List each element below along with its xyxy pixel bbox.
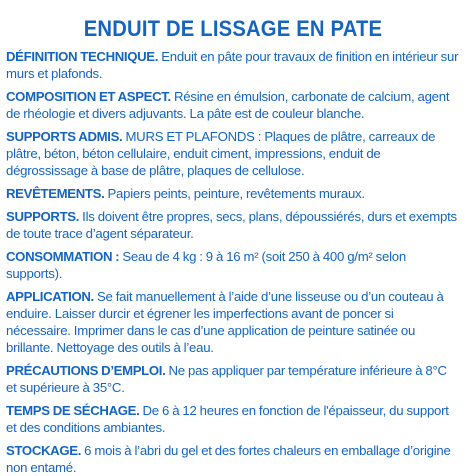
section-text: 6 mois à l’abri du gel et des fortes chaleurs en emballage d’origine non entamé.	[6, 443, 451, 475]
section-application	[6, 288, 460, 356]
section-definition	[6, 48, 460, 82]
section-stockage	[6, 442, 460, 476]
section-precautions	[6, 362, 460, 396]
section-label: DÉFINITION TECHNIQUE.	[6, 49, 159, 64]
page-title: ENDUIT DE LISSAGE EN PATE	[83, 16, 383, 41]
section-label: APPLICATION.	[6, 289, 94, 304]
section-composition	[6, 88, 460, 122]
section-text: Ne pas appliquer par température inférieure à 8°C et supérieure à 35°C.	[6, 363, 447, 395]
section-text: Ils doivent être propres, secs, plans, dépoussiérés, durs et exempts de toute trace d’agent séparateur.	[6, 209, 457, 241]
section-consommation	[6, 248, 460, 282]
section-label: SUPPORTS ADMIS.	[6, 129, 123, 144]
section-temps-sechage	[6, 402, 460, 436]
section-text: Enduit en pâte pour travaux de finition en intérieur sur murs et plafonds.	[6, 49, 459, 81]
section-label: COMPOSITION ET ASPECT.	[6, 89, 171, 104]
section-revetements	[6, 185, 460, 202]
section-supports-admis	[6, 128, 460, 179]
section-text: Papiers peints, peinture, revêtements muraux.	[104, 186, 365, 201]
section-label: REVÊTEMENTS.	[6, 186, 105, 201]
section-supports	[6, 208, 460, 242]
section-text: MURS ET PLAFONDS : Plaques de plâtre, carreaux de plâtre, béton, béton cellulaire, enduit ciment, impressions, enduit de dégrossissage à base de plâtre, plaques de cellulose.	[6, 129, 436, 178]
section-label: TEMPS DE SÉCHAGE.	[6, 403, 140, 418]
section-label: STOCKAGE.	[6, 443, 82, 458]
section-text: Seau de 4 kg : 9 à 16 m² (soit 250 à 400 g/m² selon supports).	[6, 249, 406, 281]
section-label: SUPPORTS.	[6, 209, 80, 224]
section-text: De 6 à 12 heures en fonction de l'épaisseur, du support et des conditions ambiantes.	[6, 403, 449, 435]
section-text: Se fait manuellement à l’aide d’une lisseuse ou d’un couteau à enduire. Laisser durcir et égrener les imperfections avant de poncer si nécessaire. Imprimer dans le cas d’une application de peinture satinée ou brillante. Nettoyage des outils à l’eau.	[6, 289, 444, 355]
section-label: CONSOMMATION :	[6, 249, 120, 264]
section-text: Résine en émulsion, carbonate de calcium, agent de rhéologie et divers adjuvants. La pâte est de couleur blanche.	[6, 89, 450, 121]
section-label: PRÉCAUTIONS D’EMPLOI.	[6, 363, 166, 378]
